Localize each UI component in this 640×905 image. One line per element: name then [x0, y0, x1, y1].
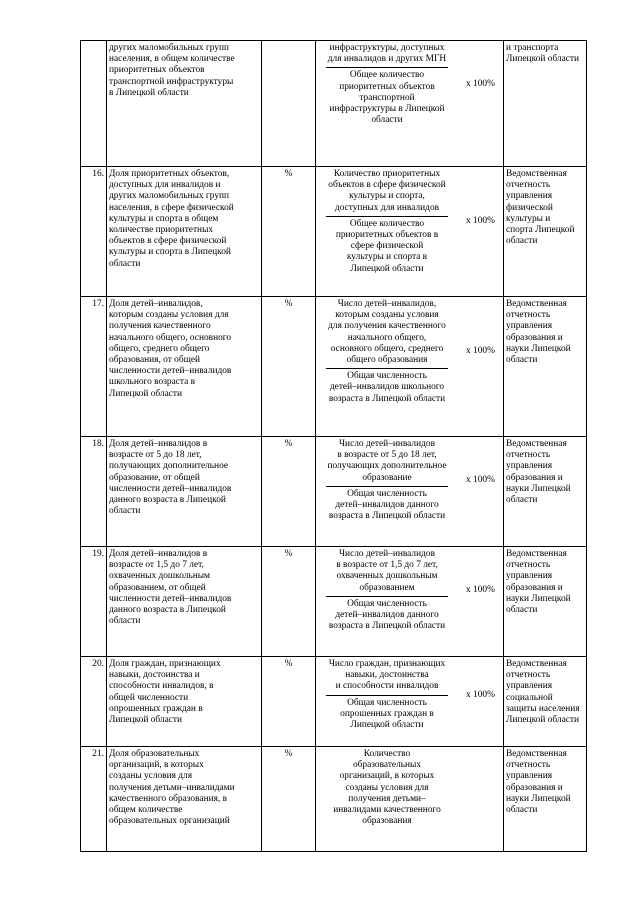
indicator-name-line: численности детей–инвалидов — [109, 483, 232, 494]
multiplier: х 100% — [466, 346, 495, 357]
data-source-line: науки Липецкой — [506, 593, 571, 604]
indicator-name-line: объектов в сфере физической — [109, 236, 227, 247]
denominator-line: приоритетных объектов в — [335, 230, 439, 241]
formula — [318, 169, 501, 275]
unit-cell: % — [262, 747, 316, 852]
data-source-line: науки Липецкой — [506, 343, 571, 354]
unit-cell: % — [262, 547, 316, 657]
data-source-line: области — [506, 805, 538, 816]
indicator-name-line: Доля детей–инвалидов в — [109, 549, 208, 559]
table-row — [81, 41, 587, 167]
row-number: 20. — [81, 657, 107, 747]
formula — [318, 749, 501, 827]
indicator-name-line: данного возраста в Липецкой — [109, 495, 226, 506]
formula — [318, 659, 501, 731]
denominator-line: возраста в Липецкой области — [328, 393, 446, 404]
numerator-line: инфраструктуры, доступных — [329, 43, 445, 53]
numerator-line: образованием — [359, 582, 415, 593]
indicator-name-line: Липецкой области — [109, 715, 183, 726]
indicator-name-line: приоритетных объектов — [109, 65, 205, 76]
indicator-name-line: других маломобильных групп — [109, 43, 230, 53]
data-source-line: образования и — [506, 332, 563, 343]
indicator-name-line: данного возраста в Липецкой — [109, 605, 226, 616]
indicator-name — [107, 657, 262, 747]
indicator-name-line: получения качественного — [109, 321, 211, 332]
numerator-line: в возрасте от 5 до 18 лет, — [337, 450, 437, 461]
numerator-line: Количество — [363, 749, 411, 759]
fraction — [318, 549, 456, 632]
numerator-line: получающих дополнительное — [327, 461, 447, 472]
indicator-name-line: созданы условия для — [109, 771, 193, 782]
data-source-line: Липецкой области — [506, 54, 580, 65]
numerator-line: основного общего, среднего — [330, 343, 444, 354]
multiplier: х 100% — [466, 475, 495, 486]
data-source-line: Липецкой области — [506, 715, 580, 726]
data-source-line: отчетность — [506, 670, 551, 681]
data-source — [504, 41, 587, 167]
row-number: 21. — [81, 747, 107, 852]
indicator-name-line: численности детей–инвалидов — [109, 366, 232, 377]
data-source-line: управления — [506, 681, 553, 692]
fraction — [318, 169, 456, 275]
data-source — [504, 437, 587, 547]
data-source-line: управления — [506, 191, 553, 202]
denominator-line: сфере физической — [350, 241, 424, 252]
data-source-line: области — [506, 495, 538, 506]
row-number: 18. — [81, 437, 107, 547]
data-source-line: спорта Липецкой — [506, 225, 575, 236]
fraction — [318, 749, 456, 827]
data-source-line: отчетность — [506, 560, 551, 571]
multiplier: х 100% — [466, 689, 495, 700]
indicator-name-line: области — [109, 506, 141, 517]
numerator-line: Количество приоритетных — [333, 169, 441, 179]
row-number — [81, 41, 107, 167]
data-source-line: образования и — [506, 782, 563, 793]
indicator-name-line: возрасте от 5 до 18 лет, — [109, 450, 202, 461]
denominator-line: Липецкой области — [350, 720, 424, 731]
data-source-line: области — [506, 236, 538, 247]
fraction-bar — [326, 596, 448, 597]
data-source-line: культуры и — [506, 213, 551, 224]
indicator-name-line: в Липецкой области — [109, 87, 189, 98]
data-source — [504, 547, 587, 657]
indicator-name-line: населения, в общем количестве — [109, 54, 235, 65]
indicator-name-line: численности детей–инвалидов — [109, 593, 232, 604]
indicator-name-line: получения детьми–инвалидами — [109, 782, 235, 793]
numerator-line: Число граждан, признающих — [328, 659, 446, 669]
data-source-line: Ведомственная — [506, 749, 567, 759]
denominator-line: детей–инвалидов данного — [335, 610, 439, 621]
fraction-bar — [326, 67, 448, 68]
numerator-line: которым созданы условия — [335, 310, 439, 321]
numerator-line: образования — [362, 816, 412, 827]
indicator-name-line: доступных для инвалидов и — [109, 180, 221, 191]
numerator-line: созданы условия для — [345, 782, 429, 793]
unit-cell: % — [262, 657, 316, 747]
indicator-name-line: общей численности — [109, 692, 189, 703]
indicator-name-line: общего, среднего общего — [109, 343, 210, 354]
numerator-line: для получения качественного — [328, 321, 446, 332]
unit-cell: % — [262, 437, 316, 547]
data-source — [504, 747, 587, 852]
indicator-name-line: способности инвалидов, в — [109, 681, 214, 692]
row-number: 19. — [81, 547, 107, 657]
data-source-line: Ведомственная — [506, 169, 567, 179]
numerator-line: Число детей–инвалидов, — [337, 299, 437, 309]
denominator-line: Общая численность — [347, 598, 427, 609]
numerator-line: доступных для инвалидов — [334, 202, 440, 213]
indicator-name-line: транспортной инфраструктуры — [109, 76, 234, 87]
data-source-line: науки Липецкой — [506, 793, 571, 804]
indicator-name-line: которым созданы условия для — [109, 310, 229, 321]
formula-cell — [316, 747, 504, 852]
indicator-name-line: количестве приоритетных — [109, 225, 214, 236]
numerator-line: и способности инвалидов — [335, 681, 439, 692]
fraction — [318, 659, 456, 731]
indicator-name — [107, 547, 262, 657]
data-source-line: отчетность — [506, 760, 551, 771]
data-source — [504, 657, 587, 747]
denominator-line: детей–инвалидов данного — [335, 500, 439, 511]
data-source-line: области — [506, 605, 538, 616]
data-source-line: Ведомственная — [506, 299, 567, 309]
fraction-bar — [326, 486, 448, 487]
denominator-line: возраста в Липецкой области — [328, 621, 446, 632]
indicator-name-line: Доля образовательных — [109, 749, 200, 759]
indicators-table-body — [81, 41, 587, 852]
data-source-line: Ведомственная — [506, 549, 567, 559]
unit-cell — [262, 41, 316, 167]
row-number: 17. — [81, 297, 107, 437]
unit-cell: % — [262, 297, 316, 437]
multiplier: х 100% — [466, 216, 495, 227]
fraction-bar — [326, 368, 448, 369]
indicator-name — [107, 297, 262, 437]
indicator-name-line: Доля приоритетных объектов, — [109, 169, 230, 179]
numerator-line: охваченных дошкольным — [336, 571, 438, 582]
fraction-bar — [326, 216, 448, 217]
indicator-name — [107, 437, 262, 547]
indicator-name — [107, 747, 262, 852]
numerator-line: Число детей–инвалидов — [338, 549, 436, 559]
indicator-name-line: навыки, достоинства и — [109, 670, 200, 681]
indicator-name-line: организаций, в которых — [109, 760, 204, 771]
data-source-line: управления — [506, 321, 553, 332]
indicator-name-line: Липецкой области — [109, 388, 183, 399]
data-source-line: управления — [506, 461, 553, 472]
data-source-line: Ведомственная — [506, 439, 567, 449]
formula — [318, 43, 501, 126]
denominator-line: опрошенных граждан в — [340, 708, 434, 719]
indicator-name-line: образования, от общей — [109, 355, 200, 366]
indicator-name-line: качественного образования, в — [109, 793, 228, 804]
indicator-name-line: Доля детей–инвалидов, — [109, 299, 203, 309]
data-source-line: защиты населения — [506, 703, 580, 714]
indicator-name-line: области — [109, 616, 141, 627]
indicator-name-line: Доля граждан, признающих — [109, 659, 221, 669]
formula — [318, 439, 501, 522]
table-row — [81, 657, 587, 747]
indicator-name-line: возрасте от 1,5 до 7 лет, — [109, 560, 204, 571]
denominator-line: Общая численность — [347, 371, 427, 382]
indicator-name-line: образованием, от общей — [109, 582, 206, 593]
indicator-name-line: начального общего, основного — [109, 332, 232, 343]
data-source-line: отчетность — [506, 310, 551, 321]
denominator-line: Липецкой области — [350, 263, 424, 274]
fraction — [318, 439, 456, 522]
fraction — [318, 43, 456, 126]
formula — [318, 299, 501, 405]
numerator-line: объектов в сфере физической — [328, 180, 446, 191]
formula-cell — [316, 297, 504, 437]
data-source-line: области — [506, 355, 538, 366]
denominator-line: Общая численность — [347, 697, 427, 708]
denominator-line: транспортной — [359, 92, 415, 103]
data-source-line: и транспорта — [506, 43, 559, 53]
indicator-name-line: образование, от общей — [109, 472, 200, 483]
data-source-line: управления — [506, 771, 553, 782]
table-row — [81, 437, 587, 547]
data-source-line: физической — [506, 202, 553, 213]
indicator-name-line: других маломобильных групп — [109, 191, 230, 202]
data-source-line: социальной — [506, 692, 553, 703]
formula-cell — [316, 41, 504, 167]
denominator-line: культуры и спорта в — [346, 252, 428, 263]
formula-cell — [316, 437, 504, 547]
numerator-line: инвалидами качественного — [333, 805, 441, 816]
denominator-line: Общая численность — [347, 488, 427, 499]
multiplier: х 100% — [466, 79, 495, 90]
denominator-line: области — [371, 115, 403, 126]
numerator-line: Число детей–инвалидов — [338, 439, 436, 449]
multiplier: х 100% — [466, 585, 495, 596]
numerator-line: общего образования — [346, 355, 428, 366]
indicator-name-line: охваченных дошкольным — [109, 571, 210, 582]
numerator-line: получения детьми– — [348, 793, 426, 804]
denominator-line: инфраструктуры в Липецкой — [329, 104, 445, 115]
indicator-name-line: культуры и спорта в Липецкой — [109, 247, 231, 258]
denominator-line: возраста в Липецкой области — [328, 511, 446, 522]
indicator-name-line: опрошенных граждан в — [109, 703, 203, 714]
denominator-line: Общее количество — [349, 70, 425, 81]
numerator-line: образование — [362, 472, 412, 483]
table-row — [81, 547, 587, 657]
formula — [318, 549, 501, 632]
indicator-name-line: населения, в сфере физической — [109, 202, 234, 213]
numerator-line: культуры и спорта, — [349, 191, 425, 202]
table-row — [81, 747, 587, 852]
denominator-line: детей–инвалидов школьного — [329, 382, 445, 393]
data-source-line: отчетность — [506, 180, 551, 191]
denominator-line: приоритетных объектов — [339, 81, 435, 92]
indicator-name-line: общем количестве — [109, 805, 183, 816]
unit-cell: % — [262, 167, 316, 297]
indicator-name — [107, 41, 262, 167]
table-row — [81, 297, 587, 437]
data-source-line: образования и — [506, 472, 563, 483]
data-source-line: управления — [506, 571, 553, 582]
indicator-name — [107, 167, 262, 297]
data-source — [504, 297, 587, 437]
numerator-line: для инвалидов и других МГН — [327, 54, 447, 65]
indicator-name-line: школьного возраста в — [109, 377, 196, 388]
data-source-line: Ведомственная — [506, 659, 567, 669]
numerator-line: организаций, в которых — [339, 771, 435, 782]
formula-cell — [316, 657, 504, 747]
numerator-line: навыки, достоинства — [345, 670, 429, 681]
formula-cell — [316, 547, 504, 657]
indicator-name-line: получающих дополнительное — [109, 461, 229, 472]
numerator-line: в возрасте от 1,5 до 7 лет, — [336, 560, 438, 571]
indicator-name-line: образовательных организаций — [109, 816, 230, 827]
indicator-name-line: культуры и спорта в общем — [109, 213, 219, 224]
data-source — [504, 167, 587, 297]
row-number: 16. — [81, 167, 107, 297]
fraction-bar — [326, 695, 448, 696]
numerator-line: начального общего, — [347, 332, 427, 343]
table-row — [81, 167, 587, 297]
formula-cell — [316, 167, 504, 297]
indicators-table — [80, 40, 587, 852]
data-source-line: образования и — [506, 582, 563, 593]
data-source-line: науки Липецкой — [506, 483, 571, 494]
fraction — [318, 299, 456, 405]
indicator-name-line: области — [109, 258, 141, 269]
numerator-line: образовательных — [352, 760, 422, 771]
data-source-line: отчетность — [506, 450, 551, 461]
indicator-name-line: Доля детей–инвалидов в — [109, 439, 208, 449]
denominator-line: Общее количество — [349, 218, 425, 229]
